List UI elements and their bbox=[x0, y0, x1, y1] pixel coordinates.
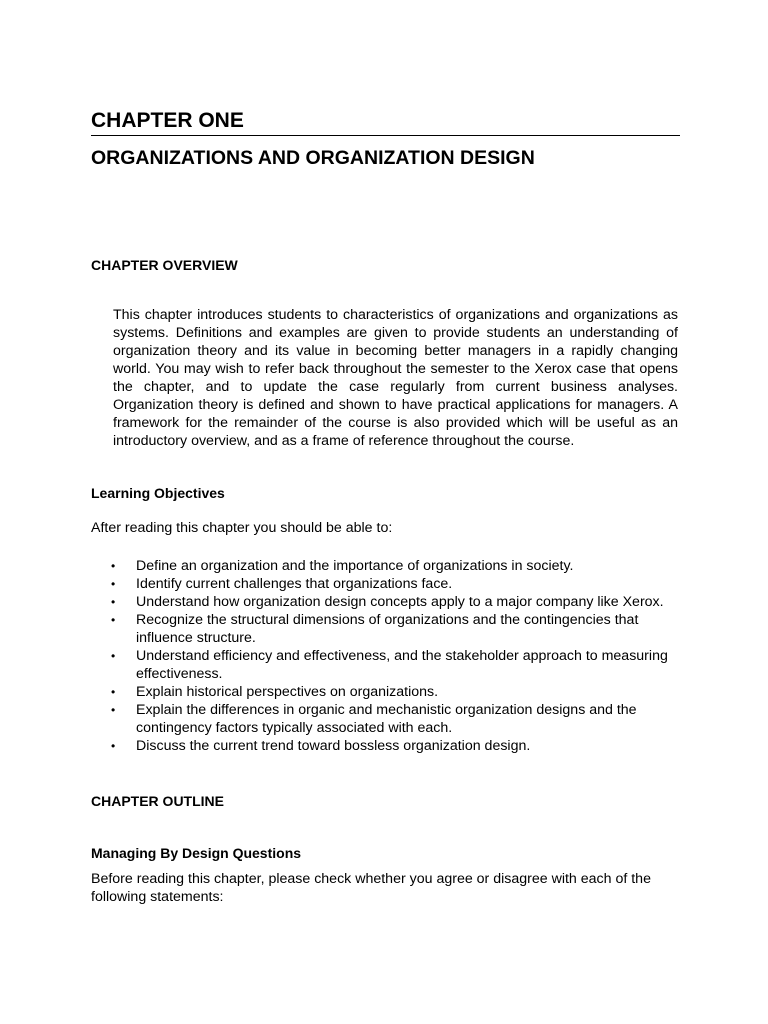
objective-text: Define an organization and the importance of organizations in society. bbox=[136, 558, 574, 574]
objective-text: Understand how organization design concepts apply to a major company like Xerox. bbox=[136, 594, 664, 610]
chapter-label: CHAPTER ONE bbox=[91, 109, 244, 132]
bullet-icon: • bbox=[111, 613, 116, 627]
design-questions-heading: Managing By Design Questions bbox=[91, 845, 302, 861]
bullet-icon: • bbox=[111, 703, 116, 717]
bullet-icon: • bbox=[111, 559, 116, 573]
bullet-icon: • bbox=[111, 649, 116, 663]
list-item bbox=[91, 593, 681, 611]
overview-paragraph: This chapter introduces students to characteristics of organizations and organizations as systems. Definitions and examples are given to provide students an understanding of organization theory and its value in becoming better managers in a rapidly changing world. You may wish to refer back throughout the semester to the Xerox case that opens the chapter, and to update the case regularly from current business analyses. Organization theory is defined and shown to have practical applications for managers. A framework for the remainder of the course is also provided which will be useful as an introductory overview, and as a frame of reference throughout the course. bbox=[113, 307, 678, 449]
list-item bbox=[91, 575, 681, 593]
objective-text: Recognize the structural dimensions of organizations and the contingencies that influence structure. bbox=[136, 612, 639, 646]
objective-text: Discuss the current trend toward bossless organization design. bbox=[136, 738, 531, 754]
objective-text: Explain historical perspectives on organizations. bbox=[136, 684, 439, 700]
chapter-title: ORGANIZATIONS AND ORGANIZATION DESIGN bbox=[91, 147, 535, 169]
objective-text: Understand efficiency and effectiveness, and the stakeholder approach to measuring effectiveness. bbox=[136, 648, 668, 682]
list-item bbox=[91, 701, 681, 737]
chapter-divider bbox=[91, 135, 680, 136]
bullet-icon: • bbox=[111, 685, 116, 699]
objective-text: Identify current challenges that organizations face. bbox=[136, 576, 453, 592]
bullet-icon: • bbox=[111, 739, 116, 753]
design-questions-intro: Before reading this chapter, please check whether you agree or disagree with each of the following statements: bbox=[91, 871, 651, 905]
outline-heading: CHAPTER OUTLINE bbox=[91, 793, 224, 809]
objective-text: Explain the differences in organic and mechanistic organization designs and the contingency factors typically associated with each. bbox=[136, 702, 637, 736]
objectives-heading: Learning Objectives bbox=[91, 485, 225, 501]
list-item bbox=[91, 557, 681, 575]
overview-heading: CHAPTER OVERVIEW bbox=[91, 257, 238, 273]
list-item bbox=[91, 647, 681, 683]
bullet-icon: • bbox=[111, 595, 116, 609]
list-item bbox=[91, 683, 681, 701]
list-item bbox=[91, 737, 681, 755]
objectives-intro: After reading this chapter you should be able to: bbox=[91, 520, 393, 536]
bullet-icon: • bbox=[111, 577, 116, 591]
objectives-list bbox=[91, 557, 681, 755]
list-item bbox=[91, 611, 681, 647]
